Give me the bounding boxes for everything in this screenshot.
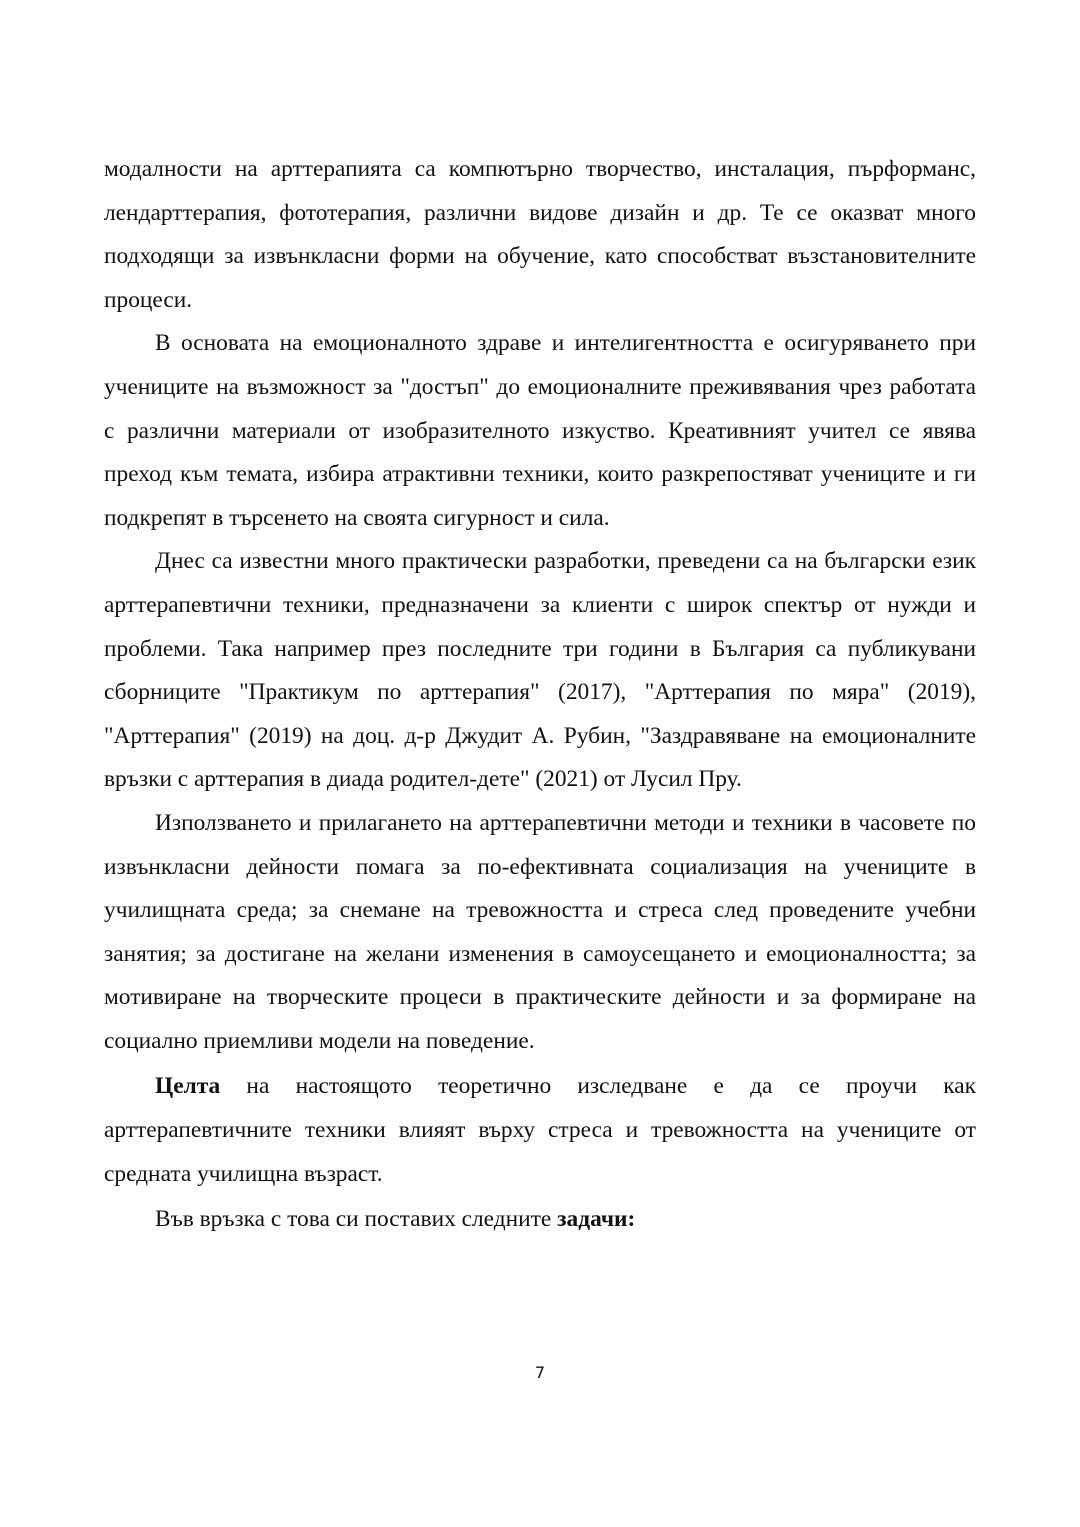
goal-text: на настоящото теоретично изследване е да се проучи как арттерапевтичните техники влияят върху стреса и тревожността на учениците от средната училищна възраст. xyxy=(104,1073,976,1187)
paragraph-art-therapy-use: Използването и прилагането на арттерапевтични методи и техники в часовете по извънкласни дейности помага за по-ефективната социализация на учениците в училищната среда; за снемане на тревожността и стреса след проведените учебни занятия; за достигане на желани изменения в самоусещането и емоционалността; за мотивиране на творческите процеси в практическите дейности и за формиране на социално приемливи модели на поведение. xyxy=(104,809,976,1054)
goal-label: Целта xyxy=(155,1073,221,1100)
page-number: 7 xyxy=(534,1363,546,1382)
paragraph-publications: Днес са известни много практически разработки, преведени са на български език арттерапевтични техники, предназначени за клиенти с широк спектър от нужди и проблеми. Така например през последните три години в България са публикувани сборниците "Практикум по арттерапия" (2017), "Арттерапия по мяра" (2019), "Арттерапия" (2019) на доц. д-р Джудит А. Рубин, "Заздравяване на емоционалните връзки с арттерапия в диада родител-дете" (2021) от Лусил Пру. xyxy=(104,548,976,793)
paragraph-goal xyxy=(104,1065,976,1196)
paragraph-tasks xyxy=(104,1198,976,1242)
paragraph-emotional-health: В основата на емоционалното здраве и интелигентността е осигуряването при учениците на възможност за "достъп" до емоционалните преживявания чрез работата с различни материали от изобразителното изкуство. Креативният учител се явява преход към темата, избира атрактивни техники, които разкрепостяват учениците и ги подкрепят в търсенето на своята сигурност и сила. xyxy=(104,330,976,531)
tasks-label: задачи: xyxy=(557,1206,636,1233)
paragraph-modalities: модалности на арттерапията са компютърно творчество, инсталация, пърформанс, лендарттерапия, фототерапия, различни видове дизайн и др. Те се оказват много подходящи за извънкласни форми на обучение, като способстват възстановителните процеси. xyxy=(104,156,976,313)
tasks-text: Във връзка с това си поставих следните xyxy=(155,1206,558,1233)
document-body xyxy=(104,148,976,1242)
